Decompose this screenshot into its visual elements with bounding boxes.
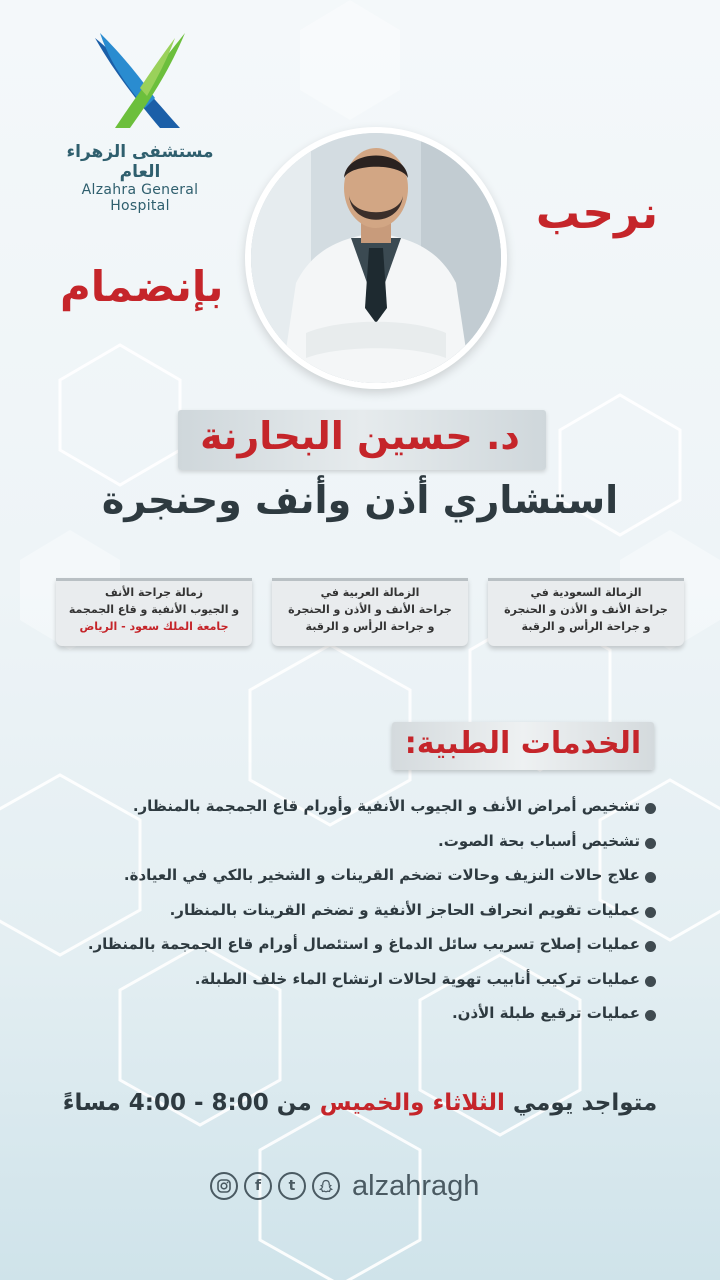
list-item: عمليات إصلاح تسريب سائل الدماغ و استئصال أورام قاع الجمجمة بالمنظار. (56, 932, 656, 967)
logo-arabic-name: مستشفى الزهراء العام (66, 142, 214, 182)
hours-days: الثلاثاء والخميس (319, 1090, 505, 1116)
fellowship-line: زمالة جراحة الأنف (104, 586, 204, 599)
fellowship-box-saudi (488, 578, 684, 646)
bullet-icon (645, 838, 656, 849)
hours-time: 4:00 - 8:00 (128, 1090, 269, 1116)
welcome-line-2: بإنضمام (60, 262, 224, 311)
fellowship-line: الزمالة السعودية في (530, 586, 642, 599)
list-item: علاج حالات النزيف وحالات تضخم القرينات و الشخير بالكي في العيادة. (56, 863, 656, 898)
twitter-icon[interactable]: t (278, 1172, 306, 1200)
social-handle[interactable]: alzahragh (352, 1169, 480, 1202)
fellowship-line: و جراحة الرأس و الرقبة (305, 620, 435, 633)
fellowship-university: جامعة الملك سعود - الرياض (79, 620, 229, 633)
fellowship-line: جراحة الأنف و الأذن و الحنجرة (504, 603, 668, 616)
logo-english-name: Alzahra General Hospital (81, 182, 199, 214)
bullet-icon (645, 976, 656, 987)
doctor-name: د. حسين البحارنة (200, 414, 520, 458)
fellowship-line: و جراحة الرأس و الرقبة (521, 620, 651, 633)
fellowship-line: و الجيوب الأنفية و قاع الجمجمة (68, 603, 240, 616)
services-list (56, 794, 656, 1036)
doctor-title: استشاري أذن وأنف وحنجرة (101, 478, 619, 522)
hours-middle: من (276, 1090, 312, 1116)
bullet-icon (645, 872, 656, 883)
services-title: الخدمات الطبية: (404, 726, 642, 761)
bullet-icon (645, 907, 656, 918)
doctor-portrait-image (251, 133, 501, 383)
list-item: عمليات تقويم انحراف الحاجز الأنفية و تضخم القرينات بالمنظار. (56, 898, 656, 933)
fellowship-box-arab (272, 578, 468, 646)
fellowship-line: الزمالة العربية في (320, 586, 420, 599)
welcome-line-1: نرحب (535, 188, 658, 239)
facebook-icon[interactable]: f (244, 1172, 272, 1200)
list-item: عمليات تركيب أنابيب تهوية لحالات ارتشاح الماء خلف الطبلة. (56, 967, 656, 1002)
snapchat-icon[interactable] (312, 1172, 340, 1200)
hospital-logo (50, 28, 230, 214)
fellowship-box-rhinology (56, 578, 252, 646)
clinic-hours (0, 1090, 720, 1116)
bullet-icon (645, 941, 656, 952)
instagram-icon[interactable] (210, 1172, 238, 1200)
list-item: تشخيص أسباب بحة الصوت. (56, 829, 656, 864)
list-item: تشخيص أمراض الأنف و الجيوب الأنفية وأورام قاع الجمجمة بالمنظار. (56, 794, 656, 829)
fellowship-line: جراحة الأنف و الأذن و الحنجرة (288, 603, 452, 616)
bullet-icon (645, 803, 656, 814)
alzahra-x-logo-icon (85, 28, 195, 138)
hours-suffix: مساءً (62, 1090, 121, 1116)
social-bar (210, 1166, 479, 1206)
doctor-photo (245, 127, 507, 389)
hours-prefix: متواجد يومي (512, 1090, 658, 1116)
list-item: عمليات ترقيع طبلة الأذن. (56, 1001, 656, 1036)
bullet-icon (645, 1010, 656, 1021)
